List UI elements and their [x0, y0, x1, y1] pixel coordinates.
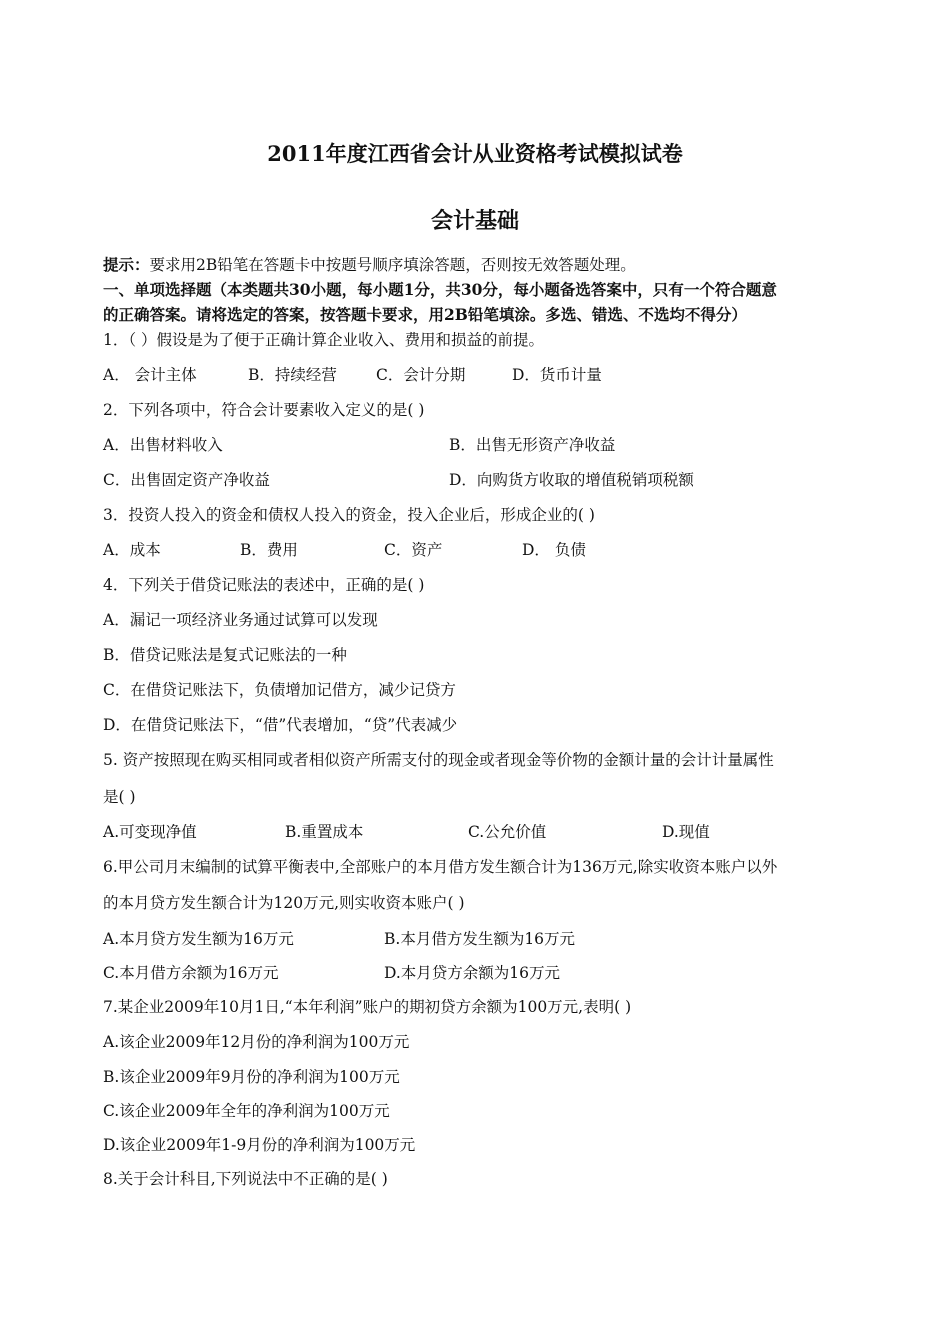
- q4-option-a: A．漏记一项经济业务通过试算可以发现: [103, 611, 378, 629]
- q6-option-b: B.本月借方发生额为16万元: [384, 930, 576, 948]
- q4-option-b: B．借贷记账法是复式记账法的一种: [103, 646, 347, 664]
- question-5-stem-line2: 是( ): [103, 788, 136, 806]
- page-subtitle: 会计基础: [430, 208, 519, 234]
- q6-option-d: D.本月贷方余额为16万元: [384, 964, 561, 982]
- q2-option-b: B．出售无形资产净收益: [449, 436, 616, 454]
- question-4-stem: 4．下列关于借贷记账法的表述中，正确的是( ): [103, 576, 425, 594]
- q5-option-d: D.现值: [662, 823, 710, 841]
- q1-option-d: D．货币计量: [512, 366, 602, 384]
- q2-option-c: C．出售固定资产净收益: [103, 471, 270, 489]
- q5-option-b: B.重置成本: [285, 823, 364, 841]
- hint-line: [103, 255, 636, 275]
- q6-option-c: C.本月借方余额为16万元: [103, 964, 279, 982]
- q7-option-b: B.该企业2009年9月份的净利润为100万元: [103, 1068, 400, 1086]
- page-title: 2011年度江西省会计从业资格考试模拟试卷: [267, 141, 683, 166]
- q1-option-c: C．会计分期: [376, 366, 466, 384]
- question-5-stem-line1: 5. 资产按照现在购买相同或者相似资产所需支付的现金或者现金等价物的金额计量的会计计量属性: [103, 751, 774, 769]
- q2-option-d: D．向购货方收取的增值税销项税额: [449, 471, 694, 489]
- section-instructions-line2: 的正确答案。请将选定的答案，按答题卡要求，用2B铅笔填涂。多选、错选、不选均不得分）: [103, 305, 747, 324]
- q4-option-d: D．在借贷记账法下，“借”代表增加，“贷”代表减少: [103, 716, 458, 734]
- q3-option-d: D． 负债: [522, 541, 586, 559]
- q7-option-d: D.该企业2009年1-9月份的净利润为100万元: [103, 1136, 416, 1154]
- question-3-stem: 3．投资人投入的资金和债权人投入的资金，投入企业后，形成企业的( ): [103, 506, 595, 524]
- q7-option-a: A.该企业2009年12月份的净利润为100万元: [103, 1033, 410, 1051]
- hint-text: 要求用2B铅笔在答题卡中按题号顺序填涂答题，否则按无效答题处理。: [149, 256, 636, 274]
- q3-option-c: C．资产: [384, 541, 443, 559]
- q4-option-c: C．在借贷记账法下，负债增加记借方，减少记贷方: [103, 681, 456, 699]
- q3-option-b: B．费用: [240, 541, 298, 559]
- q5-option-c: C.公允价值: [468, 823, 547, 841]
- q3-option-a: A．成本: [103, 541, 161, 559]
- section-instructions-line1: 一、单项选择题（本类题共30小题，每小题1分，共30分，每小题备选答案中，只有一个符合题意: [103, 280, 777, 299]
- hint-label: 提示：: [103, 255, 150, 274]
- q7-option-c: C.该企业2009年全年的净利润为100万元: [103, 1102, 390, 1120]
- question-6-stem-line1: 6.甲公司月末编制的试算平衡表中,全部账户的本月借方发生额合计为136万元,除实收资本账户以外: [103, 858, 778, 876]
- q2-option-a: A．出售材料收入: [103, 436, 223, 454]
- question-8-stem: 8.关于会计科目,下列说法中不正确的是( ): [103, 1170, 388, 1188]
- question-7-stem: 7.某企业2009年10月1日,“本年利润”账户的期初贷方余额为100万元,表明( ): [103, 998, 632, 1016]
- q1-option-b: B．持续经营: [248, 366, 337, 384]
- q5-option-a: A.可变现净值: [103, 823, 197, 841]
- question-1-stem: 1．（ ）假设是为了便于正确计算企业收入、费用和损益的前提。: [103, 331, 545, 349]
- q6-option-a: A.本月贷方发生额为16万元: [103, 930, 294, 948]
- question-2-stem: 2．下列各项中，符合会计要素收入定义的是( ): [103, 401, 425, 419]
- q1-option-a: A． 会计主体: [103, 366, 197, 384]
- question-6-stem-line2: 的本月贷方发生额合计为120万元,则实收资本账户( ): [103, 894, 465, 912]
